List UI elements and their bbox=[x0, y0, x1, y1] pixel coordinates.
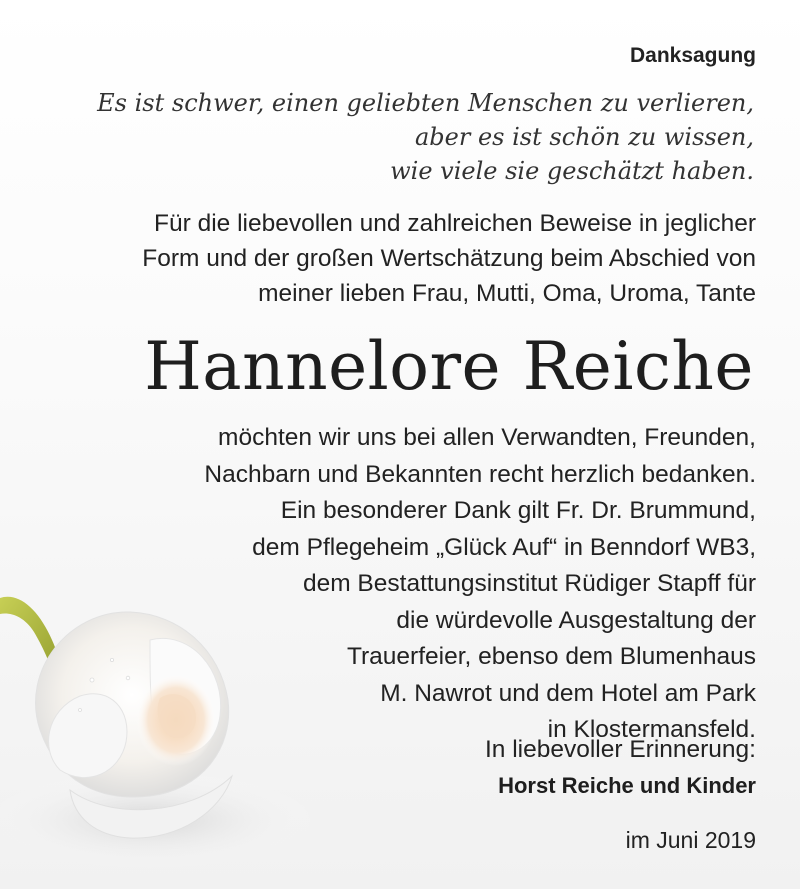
thanks-line: möchten wir uns bei allen Verwandten, Freunden, bbox=[218, 424, 756, 451]
intro-line: meiner lieben Frau, Mutti, Oma, Uroma, Tante bbox=[258, 280, 756, 307]
quote-line: aber es ist schön zu wissen, bbox=[414, 123, 754, 151]
intro-line: Form und der großen Wertschätzung beim Abschied von bbox=[142, 245, 756, 272]
signature: Horst Reiche und Kinder bbox=[498, 773, 756, 798]
thanks-line: die würdevolle Ausgestaltung der bbox=[396, 606, 756, 634]
date: im Juni 2019 bbox=[625, 827, 756, 853]
quote-line: wie viele sie geschätzt haben. bbox=[390, 157, 754, 185]
thanks-line: dem Bestattungsinstitut Rüdiger Stapff für bbox=[302, 570, 756, 597]
thanks-line: dem Pflegeheim „Glück Auf“ in Benndorf WB3, bbox=[252, 533, 756, 561]
memorial-quote bbox=[34, 86, 754, 188]
quote-line: Es ist schwer, einen geliebten Menschen zu verlieren, bbox=[97, 89, 754, 117]
thanks-text bbox=[56, 420, 756, 749]
thanks-line: Trauerfeier, ebenso dem Blumenhaus bbox=[346, 643, 756, 670]
intro-line: Für die liebevollen und zahlreichen Beweise in jeglicher bbox=[154, 210, 756, 237]
thanks-line: in Klostermansfeld. bbox=[547, 716, 756, 743]
deceased-name: Hannelore Reiche bbox=[144, 328, 754, 405]
heading: Danksagung bbox=[629, 44, 756, 67]
thanks-line: M. Nawrot und dem Hotel am Park bbox=[380, 679, 756, 707]
thanks-line: Nachbarn und Bekannten recht herzlich bedanken. bbox=[204, 460, 756, 488]
thanks-line: Ein besonderer Dank gilt Fr. Dr. Brummund, bbox=[280, 497, 756, 524]
intro-text bbox=[16, 206, 756, 311]
closing-phrase: In liebevoller Erinnerung: bbox=[484, 736, 756, 763]
